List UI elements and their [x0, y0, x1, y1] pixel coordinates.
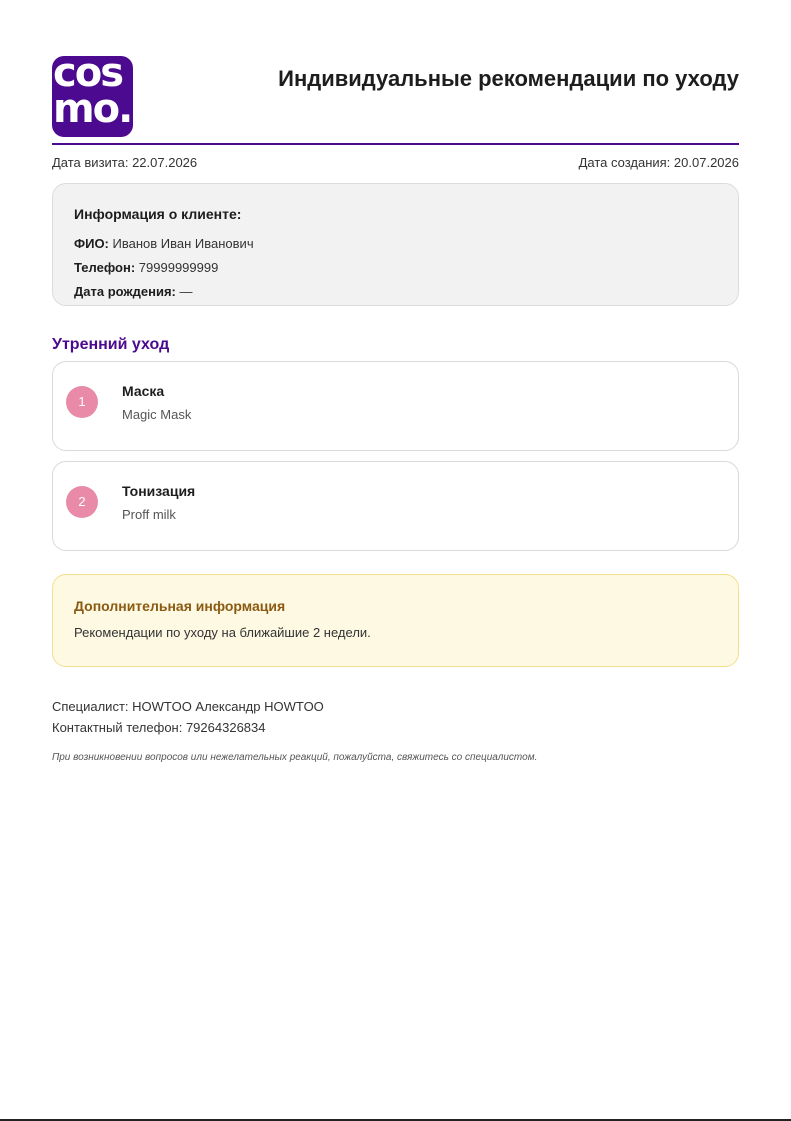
- visit-date: Дата визита: 22.07.2026: [52, 155, 198, 170]
- care-step: [52, 461, 739, 551]
- step-product: Proff milk: [122, 507, 176, 522]
- created-date: Дата создания: 20.07.2026: [578, 155, 739, 170]
- additional-info-heading: Дополнительная информация: [74, 598, 286, 614]
- dates-row: [52, 155, 739, 170]
- cosmo-logo: [52, 56, 133, 137]
- logo-text-line2: mo.: [53, 86, 132, 132]
- additional-info-text: Рекомендации по уходу на ближайшие 2 недели.: [74, 625, 371, 640]
- additional-info-card: [52, 574, 739, 667]
- care-step: [52, 361, 739, 451]
- client-info-heading: Информация о клиенте:: [74, 206, 242, 222]
- step-product: Magic Mask: [122, 407, 192, 422]
- client-phone: Телефон: 79999999999: [74, 260, 219, 275]
- page-title: Индивидуальные рекомендации по уходу: [278, 66, 739, 91]
- step-number-badge: 1: [66, 386, 98, 418]
- morning-care-title: Утренний уход: [52, 336, 170, 353]
- disclaimer-note: При возникновении вопросов или нежелательных реакций, пожалуйста, свяжитесь со специалистом.: [52, 752, 538, 763]
- step-name: Тонизация: [122, 483, 196, 499]
- client-name: ФИО: Иванов Иван Иванович: [74, 236, 254, 251]
- specialist-name: Специалист: HOWTOO Александр HOWTOO: [52, 699, 324, 714]
- client-birthdate: Дата рождения: —: [74, 284, 193, 299]
- step-number-badge: 2: [66, 486, 98, 518]
- specialist-phone: Контактный телефон: 79264326834: [52, 720, 266, 735]
- header-divider: [52, 143, 739, 145]
- step-name: Маска: [122, 383, 165, 399]
- logo-text-line1: cos: [53, 56, 122, 96]
- client-info-card: [52, 183, 739, 306]
